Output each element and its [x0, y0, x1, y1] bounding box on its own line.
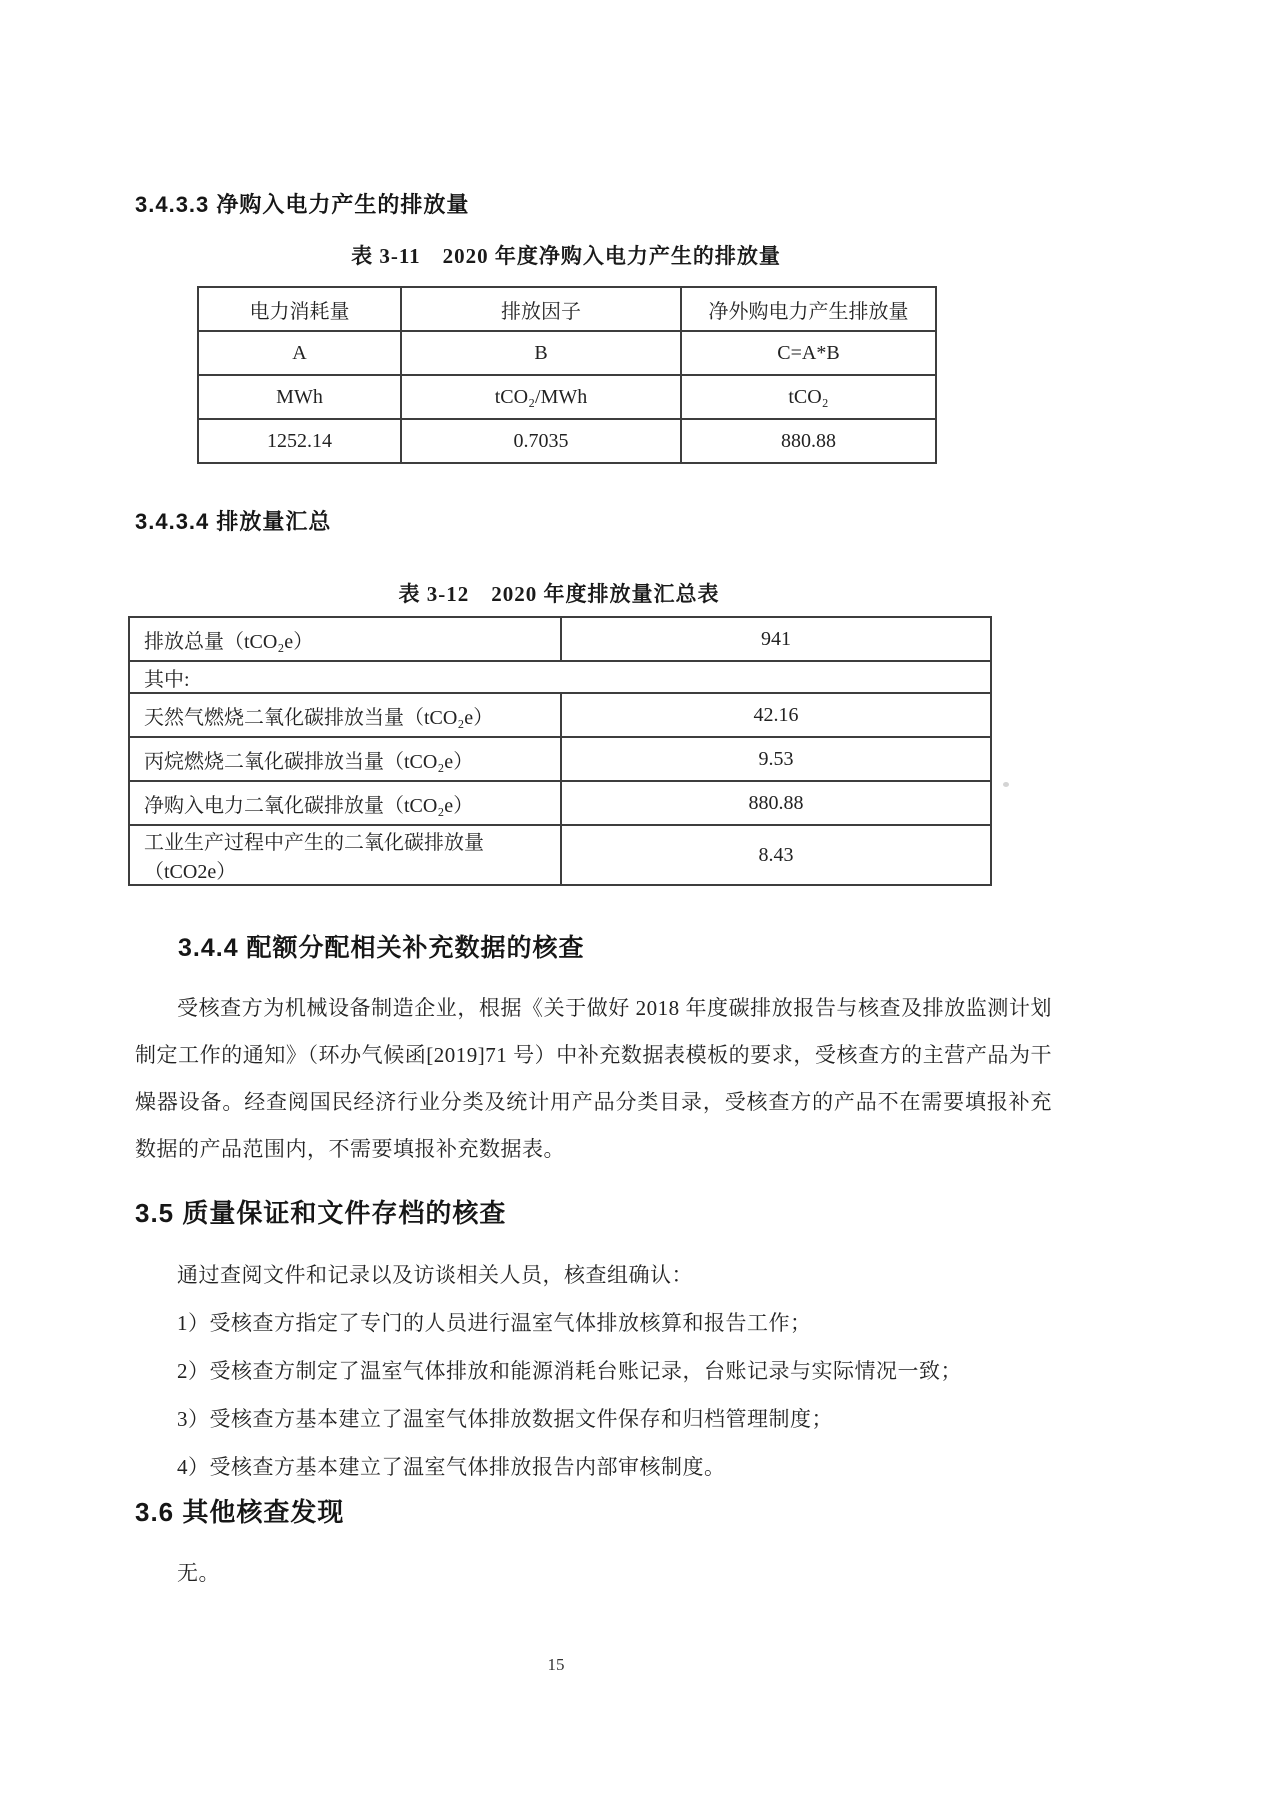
table-row: [198, 331, 936, 375]
table-cell: 工业生产过程中产生的二氧化碳排放量（tCO2e）: [129, 825, 561, 885]
table-row: [129, 825, 991, 885]
table-cell: tCO₂/MWh: [401, 375, 681, 419]
table-cell: 0.7035: [401, 419, 681, 463]
section-3434-heading: 3.4.3.4 排放量汇总: [135, 509, 332, 534]
table-row: [129, 737, 991, 781]
table-row: [198, 375, 936, 419]
table-cell: A: [198, 331, 401, 375]
table-cell: 天然气燃烧二氧化碳排放当量（tCO₂e）: [129, 693, 561, 737]
table-row: [129, 781, 991, 825]
table-cell: 880.88: [561, 781, 991, 825]
table-cell: C=A*B: [681, 331, 936, 375]
table-cell: 941: [561, 617, 991, 661]
section-35-heading: 3.5 质量保证和文件存档的核查: [135, 1198, 507, 1228]
table-cell: 排放因子: [401, 287, 681, 331]
table-cell: 42.16: [561, 693, 991, 737]
finding-item-2: 2）受核查方制定了温室气体排放和能源消耗台账记录，台账记录与实际情况一致；: [177, 1359, 962, 1383]
table-3-11-caption: 表 3-11 2020 年度净购入电力产生的排放量: [351, 244, 781, 268]
finding-item-4: 4）受核查方基本建立了温室气体排放报告内部审核制度。: [177, 1455, 726, 1479]
table-cell: B: [401, 331, 681, 375]
table-cell: 880.88: [681, 419, 936, 463]
section-3433-heading: 3.4.3.3 净购入电力产生的排放量: [135, 192, 470, 217]
table-cell: 电力消耗量: [198, 287, 401, 331]
table-cell: 其中:: [129, 661, 991, 693]
table-cell: tCO₂: [681, 375, 936, 419]
table-cell: 排放总量（tCO₂e）: [129, 617, 561, 661]
table-3-11: [197, 286, 937, 464]
table-cell: 净外购电力产生排放量: [681, 287, 936, 331]
section-36-heading: 3.6 其他核查发现: [135, 1497, 345, 1527]
table-row: [198, 287, 936, 331]
table-3-12: [128, 616, 992, 886]
table-row: [129, 617, 991, 661]
table-cell: MWh: [198, 375, 401, 419]
page-number: 15: [547, 1655, 565, 1674]
table-row: [129, 661, 991, 693]
scan-artifact-dot: [1003, 782, 1009, 787]
table-row: [129, 693, 991, 737]
section-344-heading: 3.4.4 配额分配相关补充数据的核查: [178, 934, 585, 962]
table-cell: 1252.14: [198, 419, 401, 463]
table-cell: 9.53: [561, 737, 991, 781]
table-cell: 丙烷燃烧二氧化碳排放当量（tCO₂e）: [129, 737, 561, 781]
table-row: [198, 419, 936, 463]
table-cell: 8.43: [561, 825, 991, 885]
section-36-body: 无。: [177, 1561, 220, 1585]
section-35-intro: 通过查阅文件和记录以及访谈相关人员，核查组确认：: [177, 1263, 693, 1287]
finding-item-3: 3）受核查方基本建立了温室气体排放数据文件保存和归档管理制度；: [177, 1407, 833, 1431]
table-cell: 净购入电力二氧化碳排放量（tCO₂e）: [129, 781, 561, 825]
section-344-paragraph: 受核查方为机械设备制造企业，根据《关于做好 2018 年度碳排放报告与核查及排放监测计划制定工作的通知》（环办气候函[2019]71 号）中补充数据表模板的要求，受核查方的主营产品为干燥器设备。经查阅国民经济行业分类及统计用产品分类目录，受核查方的产品不在需要填报补充数据的产品范围内，不需要填报补充数据表。: [135, 996, 1052, 1161]
finding-item-1: 1）受核查方指定了专门的人员进行温室气体排放核算和报告工作；: [177, 1311, 812, 1335]
table-3-12-caption: 表 3-12 2020 年度排放量汇总表: [398, 582, 720, 606]
